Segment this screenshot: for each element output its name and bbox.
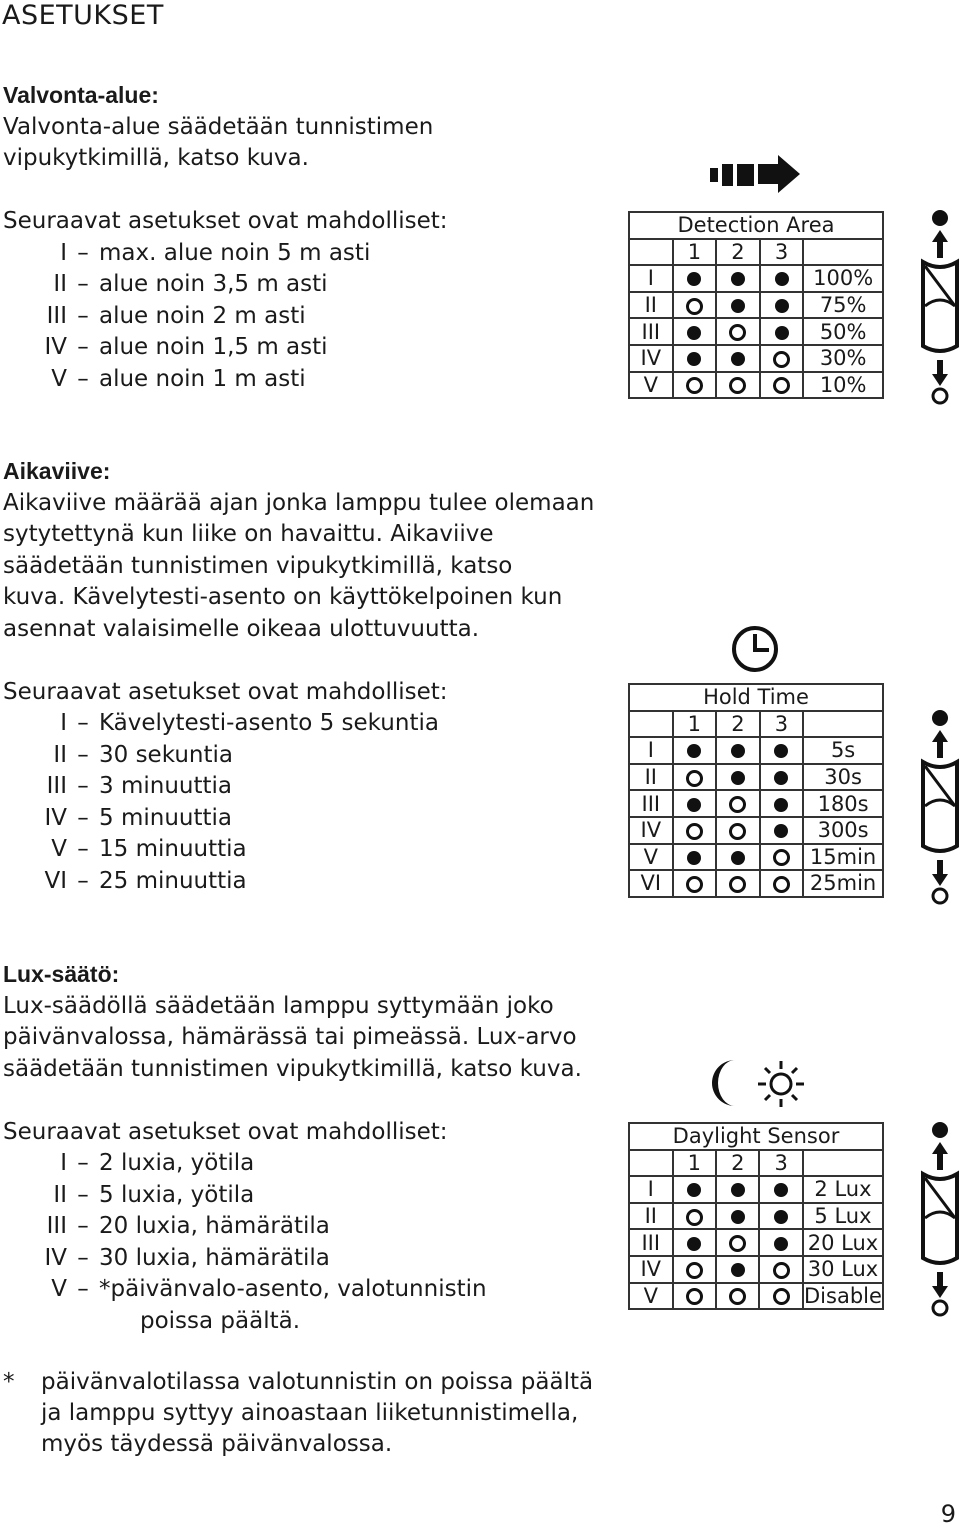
switch-off-ring [773,876,790,893]
option-item: I – max. alue noin 5 m asti [60,239,371,266]
switch-on-dot [731,272,745,286]
switch-on-dot [687,744,701,758]
switch-on-dot [687,272,701,286]
dip-switch-icon [917,1118,960,1318]
setting-value: 50% [803,318,883,345]
switch-on-dot [775,272,789,286]
switch-off-ring [686,1262,703,1279]
switch-on-dot [687,326,701,340]
switch-on-dot [731,1210,745,1224]
option-item: II – 5 luxia, yötila [53,1181,255,1208]
setting-value: 75% [803,292,883,319]
moon-icon [705,1057,745,1109]
setting-value: 180s [803,790,883,817]
option-item: V – alue noin 1 m asti [51,365,306,392]
option-item: III – 3 minuuttia [46,773,232,799]
table-row [629,372,883,399]
setting-value: 100% [803,265,883,292]
switch-number-row: 1 2 3 [629,711,883,738]
switch-off-ring [729,1235,746,1252]
setting-label: I [629,737,673,764]
switch-off-ring [686,298,703,315]
table-row [629,817,883,844]
switch-on-dot [731,851,745,865]
footnote-line: ja lamppu syttyy ainoastaan liiketunnistimella, [41,1400,579,1426]
switch-off-ring [729,377,746,394]
setting-label: II [629,292,673,319]
setting-label: IV [629,345,673,372]
footnote-line: päivänvalotilassa valotunnistin on poissa päältä [41,1369,594,1395]
setting-value: 300s [803,817,883,844]
option-continuation: poissa päältä. [140,1307,301,1334]
footnote [3,1367,593,1460]
switch-on-dot [687,1183,701,1197]
table-row [629,790,883,817]
table-row [629,1176,883,1203]
switch-off-ring [686,823,703,840]
setting-value: 30s [803,764,883,791]
paragraph-line: säädetään tunnistimen vipukytkimillä, katso [3,552,513,579]
switch-on-dot [731,352,745,366]
switch-off-ring [729,1288,746,1305]
setting-value: 25min [803,870,883,897]
option-item: IV – 5 minuuttia [44,804,232,831]
setting-label: VI [629,870,673,897]
switch-on-dot [775,299,789,313]
table-row [629,292,883,319]
dip-switch-icon [917,706,960,906]
switch-on-dot [731,299,745,313]
switch-off-ring [729,876,746,893]
table-row [629,844,883,871]
switch-on-dot [731,771,745,785]
option-item: VI – 25 minuuttia [44,867,247,894]
clock-icon [730,624,782,674]
setting-label: III [629,318,673,345]
setting-value: 5s [803,737,883,764]
option-item: III – 20 luxia, hämärätila [46,1213,330,1239]
switch-on-dot [774,1237,788,1251]
switch-on-dot [774,771,788,785]
switch-off-ring [729,324,746,341]
table-row [629,265,883,292]
paragraph-line: Lux-säädöllä säädetään lamppu syttymään joko [3,992,554,1019]
option-item: V – 15 minuuttia [51,836,247,862]
sun-icon [755,1058,807,1110]
table-row [629,1229,883,1256]
switch-on-dot [774,1183,788,1197]
switch-off-ring [686,770,703,787]
paragraph-line: päivänvalossa, hämärässä tai pimeässä. Lux-arvo [3,1024,577,1050]
setting-value: 5 Lux [803,1203,883,1230]
paragraph-line: kuva. Kävelytesti-asento on käyttökelpoinen kun [3,584,563,610]
switch-on-dot [774,1210,788,1224]
daylight-sensor-table [628,1122,884,1310]
setting-label: III [629,1229,673,1256]
option-item: V – *päivänvalo-asento, valotunnistin [51,1276,487,1302]
option-item: IV – alue noin 1,5 m asti [44,334,328,360]
section-detection [3,80,448,395]
setting-label: IV [629,817,673,844]
option-item: I – 2 luxia, yötila [60,1150,255,1176]
switch-on-dot [731,1263,745,1277]
table-title: Hold Time [629,684,883,711]
switch-off-ring [773,377,790,394]
paragraph-line: asennat valaisimelle oikeaa ulottuvuutta. [3,615,480,642]
setting-value: Disable [804,1283,882,1308]
paragraph-line: säädetään tunnistimen vipukytkimillä, katso kuva. [3,1055,582,1082]
switch-on-dot [731,1183,745,1197]
setting-value: 30% [803,345,883,372]
switch-off-ring [729,796,746,813]
switch-number-row: 1 2 3 [629,1150,883,1177]
page-number: 9 [940,1500,956,1528]
section-heading: Lux-säätö: [3,961,120,987]
options-intro: Seuraavat asetukset ovat mahdolliset: [3,208,448,234]
footnote-line: myös täydessä päivänvalossa. [41,1431,393,1457]
section-heading: Aikaviive: [3,458,111,484]
range-arrow-icon [710,155,802,193]
switch-on-dot [774,798,788,812]
switch-number-row: 1 2 3 [629,239,883,266]
table-row [629,1203,883,1230]
switch-off-ring [686,1209,703,1226]
setting-label: II [629,1203,673,1230]
section-hold-time [3,456,594,897]
setting-label: I [629,1176,673,1203]
setting-label: III [629,790,673,817]
switch-on-dot [774,824,788,838]
option-item: III – alue noin 2 m asti [46,302,306,329]
detection-area-table [628,211,884,399]
setting-value: 10% [803,372,883,399]
table-title: Daylight Sensor [629,1123,883,1150]
switch-on-dot [774,744,788,758]
switch-on-dot [775,326,789,340]
setting-label: I [629,265,673,292]
switch-on-dot [687,1237,701,1251]
table-row [629,1283,883,1310]
section-lux [3,959,582,1337]
section-heading: Valvonta-alue: [3,82,159,108]
option-item: I – Kävelytesti-asento 5 sekuntia [60,710,439,736]
table-row [629,737,883,764]
setting-value: 30 Lux [803,1256,883,1283]
switch-off-ring [686,876,703,893]
switch-off-ring [686,1288,703,1305]
table-row [629,764,883,791]
table-row [629,345,883,372]
page-title: ASETUKSET [2,0,164,31]
switch-off-ring [773,1262,790,1279]
setting-label: IV [629,1256,673,1283]
paragraph-line: sytytettynä kun liike on havaittu. Aikaviive [3,521,494,547]
option-item: IV – 30 luxia, hämärätila [44,1244,330,1271]
switch-on-dot [687,851,701,865]
setting-label: II [629,764,673,791]
options-intro: Seuraavat asetukset ovat mahdolliset: [3,1118,448,1145]
paragraph-line: Valvonta-alue säädetään tunnistimen [3,113,434,140]
dip-switch-icon [917,206,960,406]
switch-off-ring [773,351,790,368]
table-row [629,1256,883,1283]
options-intro: Seuraavat asetukset ovat mahdolliset: [3,678,448,705]
switch-on-dot [687,352,701,366]
switch-on-dot [731,744,745,758]
switch-off-ring [686,377,703,394]
table-row [629,870,883,897]
option-item: II – 30 sekuntia [53,741,233,768]
footnote-mark: * [3,1369,15,1395]
setting-value: 20 Lux [803,1229,883,1256]
switch-off-ring [773,849,790,866]
switch-off-ring [729,823,746,840]
setting-label: V [629,844,673,871]
switch-off-ring [773,1288,790,1305]
table-title: Detection Area [629,212,883,239]
setting-label: V [629,372,673,399]
paragraph-line: vipukytkimillä, katso kuva. [3,145,309,171]
setting-value: 2 Lux [803,1176,883,1203]
paragraph-line: Aikaviive määrää ajan jonka lamppu tulee olemaan [3,489,595,516]
switch-on-dot [687,798,701,812]
setting-label: V [629,1283,673,1310]
option-item: II – alue noin 3,5 m asti [53,271,328,297]
table-row [629,318,883,345]
hold-time-table [628,683,884,898]
setting-value: 15min [803,844,883,871]
